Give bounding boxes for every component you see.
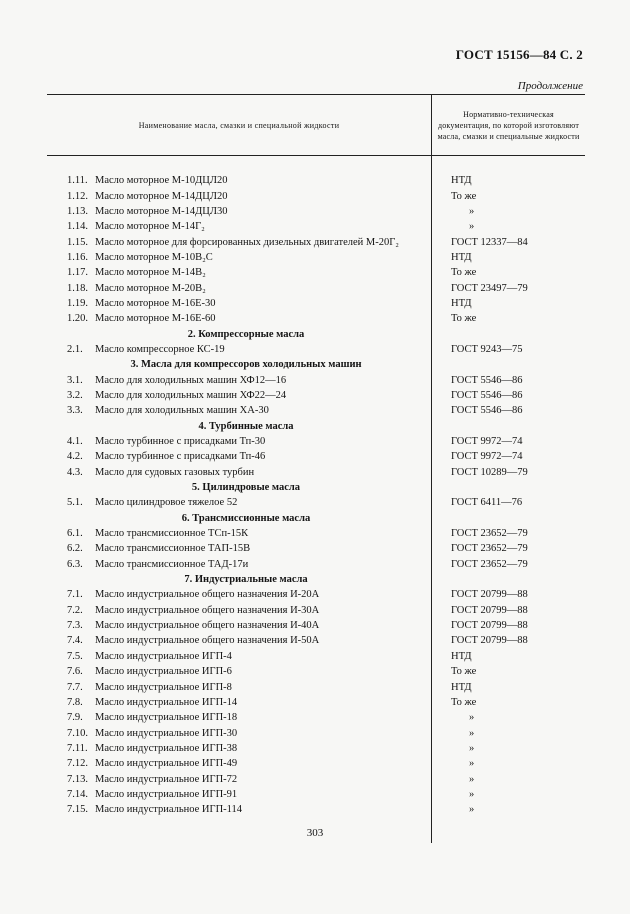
section-heading [47, 326, 585, 341]
table-row [47, 280, 585, 295]
item-number: 7.12. [67, 758, 88, 770]
item-name: Масло для холодильных машин ХА-30 [95, 405, 269, 417]
table-row [47, 633, 585, 648]
item-name: Масло индустриальное общего назначения И-20А [95, 589, 320, 601]
name-cell [47, 451, 431, 462]
name-cell [47, 436, 431, 447]
name-cell [47, 375, 431, 386]
name-cell [47, 528, 431, 539]
item-name: Масло индустриальное ИГП-114 [95, 804, 243, 816]
name-cell [47, 206, 431, 217]
item-number: 1.12. [67, 190, 88, 202]
item-number: 7.7. [67, 681, 83, 693]
table-row [47, 710, 585, 725]
table-row [47, 603, 585, 618]
table-row [47, 725, 585, 740]
name-cell [47, 728, 431, 739]
item-name: Масло турбинное с присадками Тп-30 [95, 436, 266, 448]
document-cell: НТД [451, 251, 472, 263]
document-cell: То же [451, 313, 477, 325]
name-cell [47, 682, 431, 693]
item-number: 6.2. [67, 543, 83, 555]
item-name: Масло индустриальное ИГП-49 [95, 758, 238, 770]
document-cell: НТД [451, 175, 472, 187]
item-number: 1.13. [67, 205, 88, 217]
item-number: 3.3. [67, 405, 83, 417]
document-cell: НТД [451, 650, 472, 662]
item-name: Масло индустриальное ИГП-18 [95, 712, 238, 724]
document-cell: ГОСТ 23652—79 [451, 528, 528, 540]
item-name: Масло моторное М-16Е-30 [95, 297, 216, 309]
table-row [47, 802, 585, 817]
document-cell: » [469, 712, 475, 724]
document-cell: То же [451, 666, 477, 678]
document-cell: ГОСТ 9972—74 [451, 451, 523, 463]
document-cell: ГОСТ 9243—75 [451, 343, 523, 355]
item-name: Масло моторное М-20В₂ [95, 282, 206, 294]
document-cell: ГОСТ 23652—79 [451, 558, 528, 570]
column-header-document: Нормативно-техническая документация, по которой изготовляют масла, смазки и специальные жидкости [437, 109, 580, 141]
document-cell: ГОСТ 10289—79 [451, 466, 528, 478]
item-number: 7.13. [67, 773, 88, 785]
table-row [47, 388, 585, 403]
table-row [47, 403, 585, 418]
name-cell [47, 804, 431, 815]
name-cell [47, 774, 431, 785]
item-name: Масло для холодильных машин ХФ22—24 [95, 389, 287, 401]
item-number: 1.11. [67, 175, 88, 187]
name-cell [47, 390, 431, 401]
section-title: 7. Индустриальные масла [184, 574, 308, 586]
item-number: 7.10. [67, 727, 88, 739]
name-cell [47, 497, 431, 508]
table-row [47, 587, 585, 602]
table-row [47, 449, 585, 464]
table-body [47, 156, 585, 817]
document-cell: » [469, 773, 475, 785]
item-number: 3.1. [67, 374, 83, 386]
document-cell: ГОСТ 5546—86 [451, 374, 523, 386]
item-number: 4.2. [67, 451, 83, 463]
item-number: 7.14. [67, 788, 88, 800]
column-divider [431, 156, 432, 843]
name-cell [47, 543, 431, 554]
item-number: 1.18. [67, 282, 88, 294]
oils-table [47, 94, 585, 817]
name-cell [47, 697, 431, 708]
section-heading [47, 511, 585, 526]
document-cell: ГОСТ 20799—88 [451, 604, 528, 616]
item-number: 1.20. [67, 313, 88, 325]
item-name: Масло компрессорное КС-19 [95, 343, 225, 355]
table-row [47, 787, 585, 802]
document-cell: ГОСТ 20799—88 [451, 620, 528, 632]
name-cell [47, 191, 431, 202]
name-cell [47, 589, 431, 600]
section-heading [47, 419, 585, 434]
table-row [47, 541, 585, 556]
section-title: 4. Турбинные масла [198, 420, 294, 432]
item-number: 4.1. [67, 436, 83, 448]
item-number: 7.3. [67, 620, 83, 632]
document-cell: ГОСТ 23652—79 [451, 543, 528, 555]
item-name: Масло моторное для форсированных дизельных двигателей М-20Г₂ [95, 236, 399, 248]
table-row [47, 695, 585, 710]
item-number: 7.9. [67, 712, 83, 724]
name-cell [47, 605, 431, 616]
document-cell: То же [451, 190, 477, 202]
item-number: 7.1. [67, 589, 83, 601]
item-name: Масло моторное М-14ДЦЛ20 [95, 190, 228, 202]
document-cell: ГОСТ 20799—88 [451, 635, 528, 647]
document-cell: ГОСТ 5546—86 [451, 405, 523, 417]
table-row [47, 526, 585, 541]
item-name: Масло трансмиссионное ТСп-15К [95, 528, 249, 540]
name-cell [47, 175, 431, 186]
continued-label: Продолжение [517, 80, 583, 92]
table-row [47, 250, 585, 265]
item-name: Масло индустриальное ИГП-72 [95, 773, 238, 785]
table-row [47, 679, 585, 694]
item-number: 7.4. [67, 635, 83, 647]
table-row [47, 173, 585, 188]
document-cell: » [469, 788, 475, 800]
item-name: Масло моторное М-10В₂С [95, 251, 213, 263]
name-cell [47, 298, 431, 309]
document-cell: То же [451, 696, 477, 708]
item-number: 1.14. [67, 221, 88, 233]
name-cell [47, 313, 431, 324]
table-row [47, 465, 585, 480]
item-name: Масло индустриальное общего назначения И-30А [95, 604, 320, 616]
document-cell: ГОСТ 23497—79 [451, 282, 528, 294]
item-name: Масло для холодильных машин ХФ12—16 [95, 374, 287, 386]
document-cell: ГОСТ 9972—74 [451, 436, 523, 448]
item-number: 7.11. [67, 742, 88, 754]
document-cell: НТД [451, 297, 472, 309]
document-cell: » [469, 727, 475, 739]
name-cell [47, 712, 431, 723]
item-number: 1.17. [67, 267, 88, 279]
table-row [47, 741, 585, 756]
item-name: Масло индустриальное ИГП-30 [95, 727, 238, 739]
document-cell: » [469, 205, 475, 217]
table-header [47, 94, 585, 156]
item-number: 7.15. [67, 804, 88, 816]
item-name: Масло трансмиссионное ТАП-15В [95, 543, 251, 555]
document-cell: » [469, 221, 475, 233]
document-cell: » [469, 804, 475, 816]
document-cell: НТД [451, 681, 472, 693]
document-cell: ГОСТ 12337—84 [451, 236, 528, 248]
name-cell [47, 252, 431, 263]
item-number: 3.2. [67, 389, 83, 401]
table-row [47, 219, 585, 234]
section-heading [47, 480, 585, 495]
section-title: 5. Цилиндровые масла [191, 482, 301, 494]
item-name: Масло моторное М-14В₂ [95, 267, 206, 279]
document-cell: ГОСТ 6411—76 [451, 497, 523, 509]
item-name: Масло моторное М-14Г₂ [95, 221, 205, 233]
item-number: 1.19. [67, 297, 88, 309]
item-name: Масло моторное М-16Е-60 [95, 313, 216, 325]
item-name: Масло цилиндровое тяжелое 52 [95, 497, 238, 509]
item-name: Масло индустриальное ИГП-6 [95, 666, 232, 678]
table-row [47, 204, 585, 219]
document-cell: ГОСТ 20799—88 [451, 589, 528, 601]
item-number: 6.3. [67, 558, 83, 570]
column-header-name: Наименование масла, смазки и специальной жидкости [47, 95, 432, 155]
item-number: 1.15. [67, 236, 88, 248]
item-number: 7.6. [67, 666, 83, 678]
section-title: 3. Масла для компрессоров холодильных машин [130, 359, 362, 371]
name-cell [47, 405, 431, 416]
section-title: 2. Компрессорные масла [187, 328, 305, 340]
name-cell [47, 620, 431, 631]
document-reference: ГОСТ 15156—84 С. 2 [455, 47, 583, 62]
name-cell [47, 267, 431, 278]
name-cell [47, 666, 431, 677]
table-row [47, 771, 585, 786]
item-name: Масло индустриальное ИГП-91 [95, 788, 238, 800]
section-heading [47, 572, 585, 587]
name-cell [47, 758, 431, 769]
item-number: 7.8. [67, 696, 83, 708]
page-number: 303 [306, 827, 324, 839]
section-heading [47, 357, 585, 372]
table-row [47, 188, 585, 203]
document-cell: » [469, 742, 475, 754]
name-cell [47, 651, 431, 662]
item-name: Масло турбинное с присадками Тп-46 [95, 451, 266, 463]
table-row [47, 434, 585, 449]
name-cell [47, 221, 431, 232]
table-row [47, 234, 585, 249]
table-row [47, 296, 585, 311]
name-cell [47, 467, 431, 478]
name-cell [47, 283, 431, 294]
item-name: Масло индустриальное ИГП-38 [95, 742, 238, 754]
item-name: Масло моторное М-10ДЦЛ20 [95, 175, 228, 187]
table-row [47, 265, 585, 280]
item-name: Масло трансмиссионное ТАД-17и [95, 558, 249, 570]
item-name: Масло моторное М-14ДЦЛ30 [95, 205, 228, 217]
name-cell [47, 237, 431, 248]
item-number: 2.1. [67, 343, 83, 355]
table-row [47, 495, 585, 510]
item-name: Масло для судовых газовых турбин [95, 466, 255, 478]
name-cell [47, 559, 431, 570]
table-row [47, 557, 585, 572]
name-cell [47, 635, 431, 646]
name-cell [47, 743, 431, 754]
table-row [47, 342, 585, 357]
item-name: Масло индустриальное общего назначения И-50А [95, 635, 320, 647]
item-number: 7.2. [67, 604, 83, 616]
item-number: 4.3. [67, 466, 83, 478]
item-number: 7.5. [67, 650, 83, 662]
table-row [47, 372, 585, 387]
item-name: Масло индустриальное ИГП-8 [95, 681, 232, 693]
item-name: Масло индустриальное ИГП-4 [95, 650, 232, 662]
table-row [47, 618, 585, 633]
section-title: 6. Трансмиссионные масла [181, 512, 311, 524]
item-number: 1.16. [67, 251, 88, 263]
table-row [47, 649, 585, 664]
table-row [47, 311, 585, 326]
document-cell: » [469, 758, 475, 770]
item-number: 5.1. [67, 497, 83, 509]
table-row [47, 664, 585, 679]
name-cell [47, 789, 431, 800]
name-cell [47, 344, 431, 355]
item-name: Масло индустриальное ИГП-14 [95, 696, 238, 708]
item-name: Масло индустриальное общего назначения И-40А [95, 620, 320, 632]
document-cell: То же [451, 267, 477, 279]
item-number: 6.1. [67, 528, 83, 540]
document-cell: ГОСТ 5546—86 [451, 389, 523, 401]
table-row [47, 756, 585, 771]
